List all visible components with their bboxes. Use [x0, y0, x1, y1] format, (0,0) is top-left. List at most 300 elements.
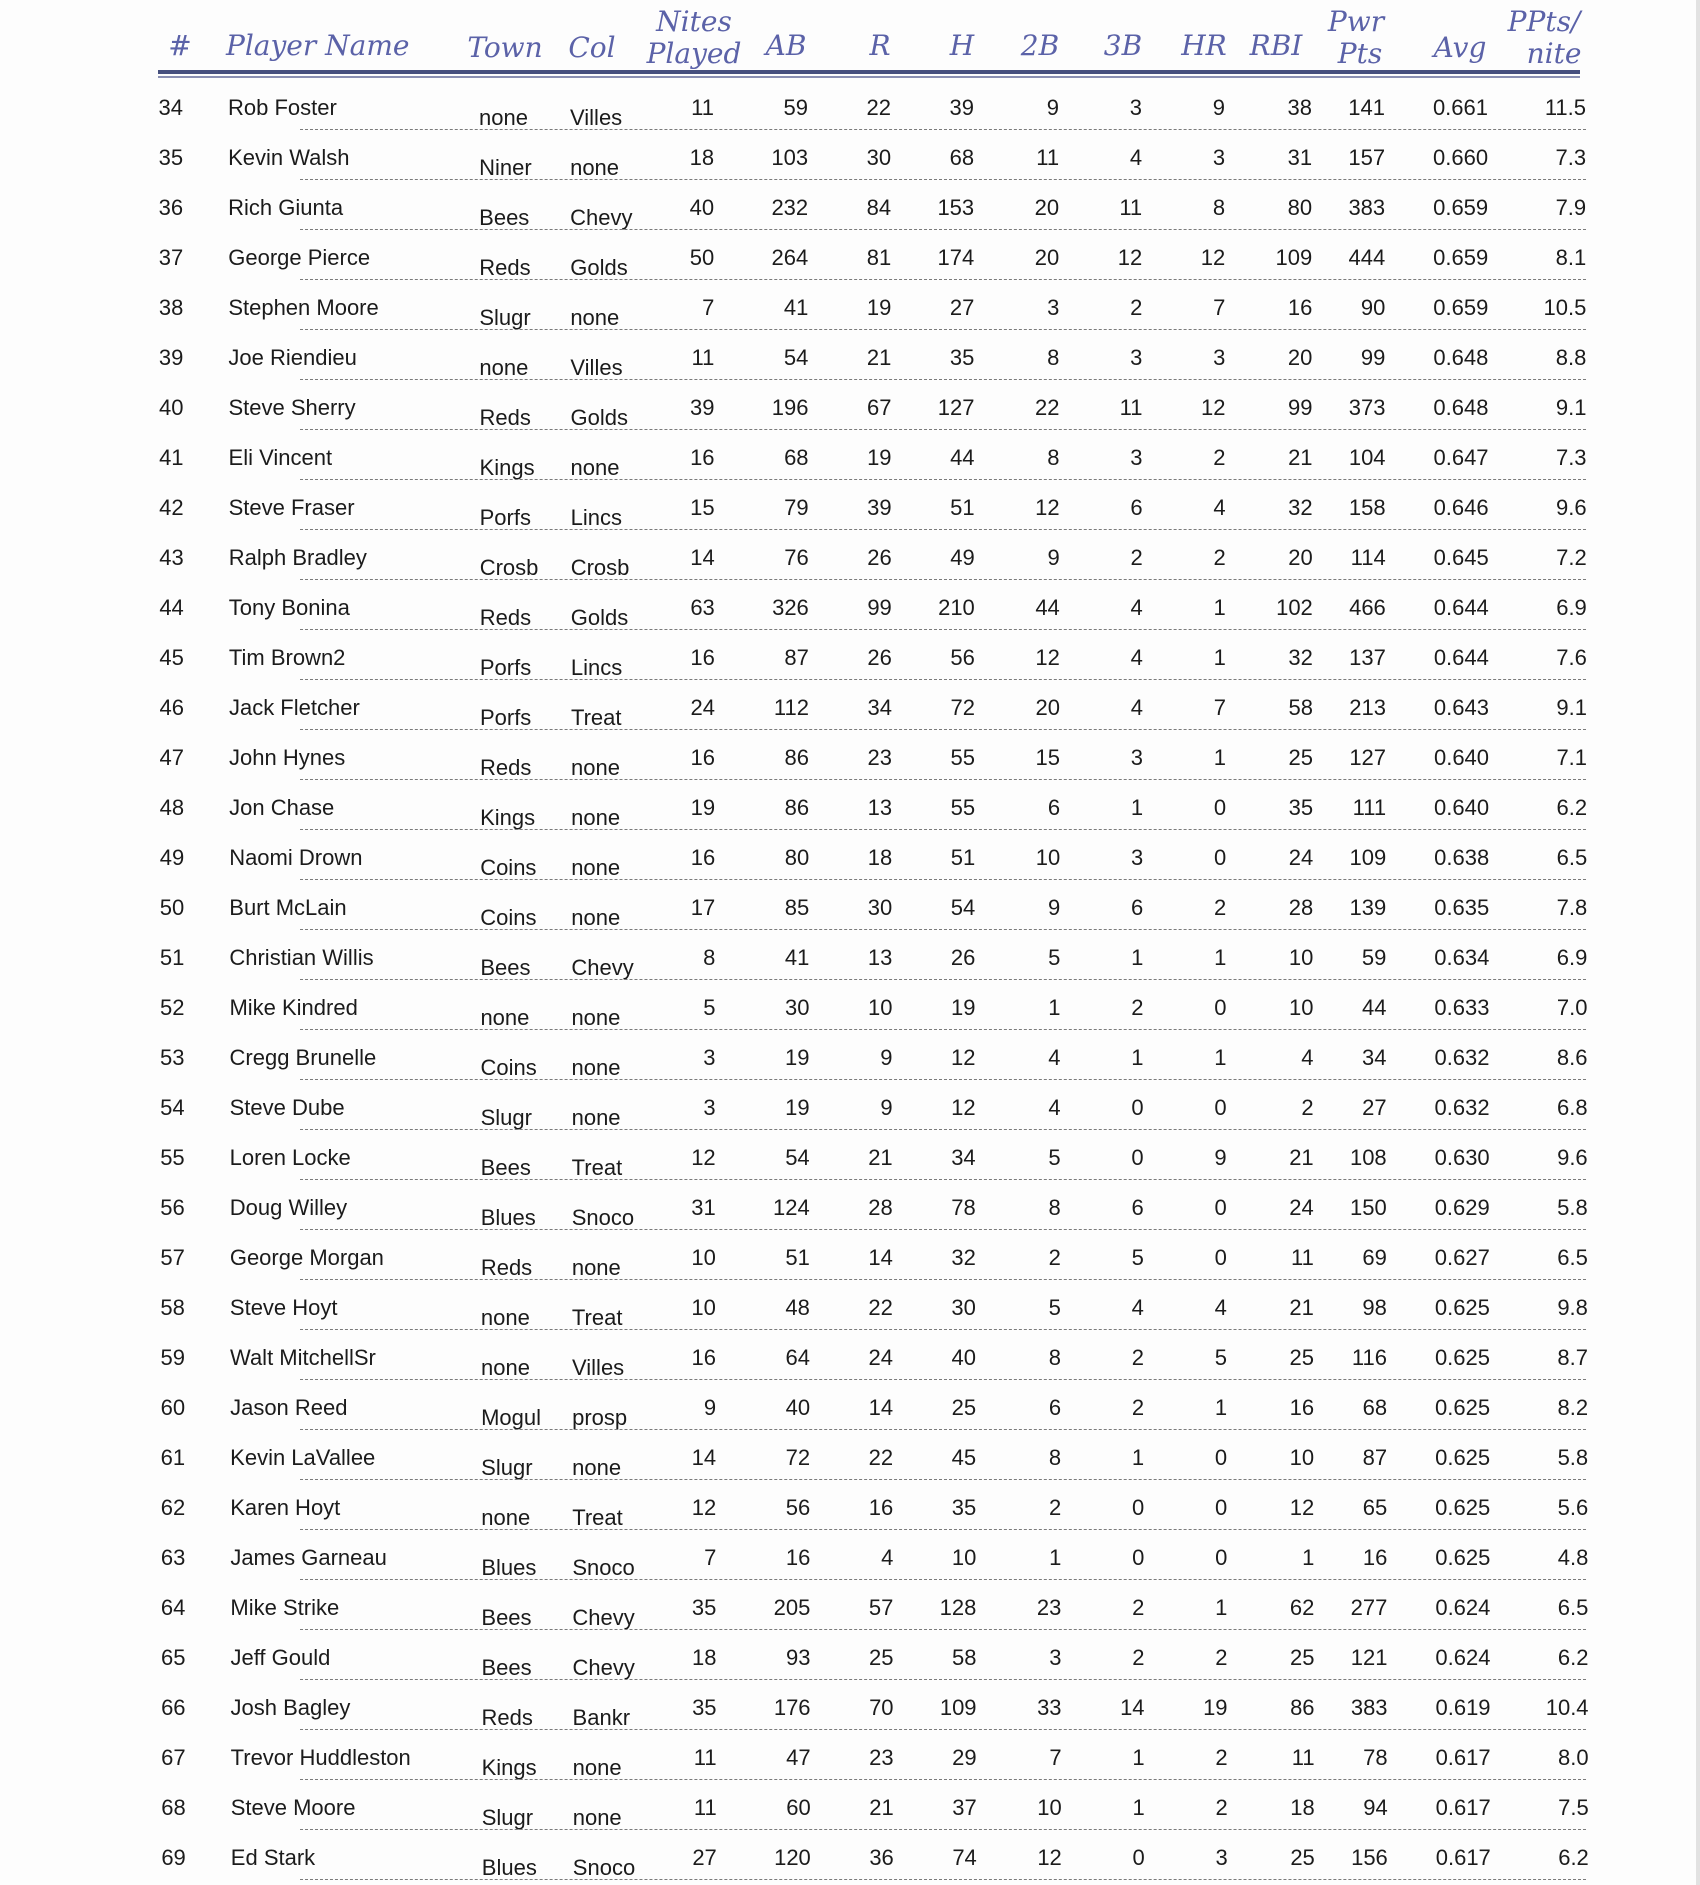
cell-nites-played: 18 [689, 145, 715, 170]
cell-ab: 87 [784, 645, 809, 670]
cell-nites-played: 35 [692, 1695, 717, 1720]
cell-3b: 4 [1129, 145, 1143, 170]
cell-player-name: Ralph Bradley [228, 545, 367, 570]
table-row [0, 630, 1700, 680]
cell-town: none [479, 355, 529, 380]
cell-nites-played: 5 [703, 995, 716, 1020]
cell-player-name: James Garneau [230, 1545, 387, 1570]
cell-2b: 9 [1046, 95, 1059, 120]
cell-hr: 1 [1213, 645, 1226, 670]
cell-3b: 1 [1131, 1445, 1145, 1470]
cell-avg: 0.624 [1435, 1595, 1491, 1620]
cell-2b: 4 [1048, 1095, 1061, 1120]
cell-nites-played: 35 [691, 1595, 717, 1620]
cell-num: 68 [161, 1795, 186, 1820]
cell-player-name: George Morgan [229, 1245, 384, 1270]
cell-num: 67 [161, 1745, 186, 1770]
cell-ppts-nite: 7.8 [1556, 895, 1588, 920]
cell-player-name: Jason Reed [230, 1395, 348, 1420]
cell-pwr-pts: 78 [1363, 1745, 1388, 1770]
cell-2b: 6 [1048, 1395, 1062, 1420]
cell-nites-played: 3 [703, 1045, 716, 1070]
cell-hr: 2 [1215, 1745, 1228, 1770]
cell-col: Treat [571, 1305, 623, 1330]
cell-rbi: 102 [1276, 595, 1313, 620]
cell-town: Bees [480, 955, 531, 980]
cell-player-name: Walt MitchellSr [230, 1345, 376, 1370]
cell-3b: 1 [1131, 1045, 1144, 1070]
cell-avg: 0.645 [1433, 545, 1489, 570]
cell-avg: 0.625 [1435, 1545, 1491, 1570]
cell-num: 56 [160, 1195, 185, 1220]
table-row [0, 1330, 1700, 1380]
cell-r: 24 [868, 1345, 893, 1370]
cell-player-name: George Pierce [228, 245, 371, 270]
cell-ppts-nite: 7.2 [1556, 545, 1587, 570]
cell-col: none [571, 1055, 621, 1080]
cell-3b: 2 [1130, 545, 1143, 570]
header-ab: AB [765, 29, 807, 62]
cell-r: 10 [867, 995, 893, 1020]
cell-ppts-nite: 9.6 [1557, 1145, 1588, 1170]
cell-hr: 0 [1213, 845, 1227, 870]
cell-num: 34 [158, 95, 183, 120]
cell-town: Blues [481, 1555, 537, 1580]
cell-h: 54 [950, 895, 976, 920]
cell-town: Reds [481, 1705, 533, 1730]
cell-player-name: Josh Bagley [230, 1695, 351, 1720]
cell-town: Bees [481, 1655, 532, 1680]
cell-col: Lincs [570, 505, 622, 530]
cell-ppts-nite: 8.6 [1556, 1045, 1588, 1070]
cell-town: Slugr [480, 1105, 532, 1130]
cell-h: 26 [950, 945, 976, 970]
cell-player-name: Steve Fraser [228, 495, 355, 520]
cell-avg: 0.640 [1433, 745, 1490, 770]
cell-num: 60 [160, 1395, 186, 1420]
cell-town: Niner [479, 155, 532, 180]
cell-hr: 0 [1214, 1495, 1228, 1520]
cell-3b: 6 [1130, 495, 1143, 520]
cell-ab: 93 [785, 1645, 811, 1670]
cell-h: 174 [937, 245, 975, 270]
cell-ppts-nite: 8.1 [1555, 245, 1587, 270]
header-player-name: Player Name [226, 29, 410, 62]
cell-num: 51 [159, 945, 185, 970]
cell-nites-played: 11 [693, 1795, 717, 1820]
cell-ab: 19 [785, 1045, 810, 1070]
cell-hr: 1 [1214, 1395, 1228, 1420]
cell-r: 22 [868, 1445, 894, 1470]
table-row [0, 1630, 1700, 1680]
cell-ab: 56 [785, 1495, 811, 1520]
cell-h: 30 [951, 1295, 976, 1320]
cell-ppts-nite: 7.5 [1558, 1795, 1589, 1820]
cell-avg: 0.660 [1433, 145, 1489, 170]
cell-player-name: Steve Hoyt [229, 1295, 338, 1320]
cell-h: 153 [937, 195, 975, 220]
table-row [0, 680, 1700, 730]
header-col: Col [568, 31, 616, 64]
cell-num: 61 [160, 1445, 186, 1470]
cell-ab: 30 [784, 995, 810, 1020]
cell-3b: 2 [1131, 1395, 1145, 1420]
cell-3b: 0 [1132, 1845, 1145, 1870]
cell-rbi: 20 [1287, 345, 1313, 370]
cell-town: none [481, 1355, 530, 1380]
cell-pwr-pts: 373 [1348, 395, 1386, 420]
cell-player-name: Tim Brown2 [228, 645, 346, 670]
cell-num: 59 [160, 1345, 185, 1370]
table-row [0, 1080, 1700, 1130]
cell-h: 39 [949, 95, 974, 120]
cell-2b: 8 [1047, 445, 1060, 470]
cell-rbi: 12 [1289, 1495, 1315, 1520]
cell-r: 25 [868, 1645, 894, 1670]
cell-player-name: Cregg Brunelle [229, 1045, 377, 1070]
cell-rbi: 80 [1287, 195, 1313, 220]
cell-rbi: 16 [1287, 295, 1313, 320]
cell-col: none [572, 1805, 622, 1830]
cell-avg: 0.625 [1435, 1445, 1491, 1470]
cell-r: 19 [866, 295, 892, 320]
cell-2b: 8 [1048, 1195, 1061, 1220]
cell-town: Coins [480, 1055, 537, 1080]
cell-2b: 5 [1048, 1145, 1061, 1170]
cell-pwr-pts: 383 [1350, 1695, 1388, 1720]
table-row [0, 730, 1700, 780]
cell-r: 21 [869, 1795, 894, 1820]
cell-3b: 2 [1132, 1595, 1145, 1620]
cell-avg: 0.634 [1434, 945, 1490, 970]
cell-col: Crosb [570, 555, 630, 580]
cell-h: 12 [951, 1045, 976, 1070]
cell-col: Chevy [572, 1605, 635, 1630]
cell-avg: 0.644 [1433, 645, 1489, 670]
table-row [0, 830, 1700, 880]
cell-h: 44 [950, 445, 975, 470]
cell-r: 84 [866, 195, 892, 220]
cell-nites-played: 16 [690, 745, 716, 770]
cell-ab: 205 [773, 1595, 811, 1620]
cell-col: Treat [571, 1155, 623, 1180]
cell-player-name: Steve Dube [229, 1095, 345, 1120]
table-row [0, 430, 1700, 480]
cell-ppts-nite: 7.1 [1556, 745, 1588, 770]
cell-hr: 1 [1215, 1595, 1228, 1620]
cell-town: Kings [480, 805, 536, 830]
cell-col: none [571, 805, 621, 830]
table-row [0, 780, 1700, 830]
cell-2b: 8 [1047, 345, 1060, 370]
cell-avg: 0.624 [1435, 1645, 1491, 1670]
cell-3b: 4 [1131, 1295, 1144, 1320]
cell-nites-played: 8 [703, 945, 716, 970]
cell-2b: 11 [1036, 145, 1060, 170]
cell-hr: 0 [1214, 1195, 1227, 1220]
cell-3b: 3 [1130, 445, 1143, 470]
cell-pwr-pts: 44 [1361, 995, 1387, 1020]
cell-r: 4 [881, 1545, 894, 1570]
cell-avg: 0.644 [1433, 595, 1489, 620]
cell-player-name: Mike Kindred [229, 995, 358, 1020]
cell-3b: 1 [1130, 795, 1144, 820]
cell-pwr-pts: 141 [1348, 95, 1385, 120]
table-row [0, 1380, 1700, 1430]
cell-hr: 0 [1214, 1445, 1228, 1470]
cell-player-name: Loren Locke [229, 1145, 351, 1170]
cell-player-name: Eli Vincent [228, 445, 333, 470]
cell-ab: 59 [783, 95, 808, 120]
cell-town: Reds [479, 605, 532, 630]
cell-h: 68 [949, 145, 975, 170]
cell-pwr-pts: 383 [1348, 195, 1386, 220]
cell-num: 45 [159, 645, 184, 670]
cell-nites-played: 24 [690, 695, 715, 720]
cell-ab: 124 [773, 1195, 810, 1220]
cell-hr: 7 [1213, 695, 1226, 720]
cell-3b: 3 [1130, 745, 1144, 770]
cell-3b: 5 [1131, 1245, 1144, 1270]
table-row [0, 1680, 1700, 1730]
cell-num: 39 [158, 345, 184, 370]
table-row [0, 380, 1700, 430]
cell-rbi: 32 [1288, 645, 1313, 670]
cell-hr: 0 [1213, 795, 1227, 820]
cell-2b: 8 [1048, 1345, 1061, 1370]
cell-avg: 0.619 [1435, 1695, 1491, 1720]
cell-col: none [570, 455, 620, 480]
cell-rbi: 86 [1290, 1695, 1315, 1720]
cell-r: 18 [867, 845, 893, 870]
cell-rbi: 99 [1287, 395, 1313, 420]
cell-pwr-pts: 104 [1348, 445, 1386, 470]
cell-ppts-nite: 8.2 [1557, 1395, 1589, 1420]
cell-3b: 1 [1132, 1795, 1145, 1820]
cell-2b: 1 [1049, 1545, 1062, 1570]
cell-r: 81 [866, 245, 892, 270]
cell-col: Treat [570, 705, 622, 730]
cell-town: Mogul [481, 1405, 541, 1430]
cell-2b: 9 [1047, 545, 1060, 570]
cell-rbi: 28 [1288, 895, 1314, 920]
cell-nites-played: 31 [691, 1195, 716, 1220]
cell-pwr-pts: 108 [1349, 1145, 1387, 1170]
cell-ab: 85 [784, 895, 810, 920]
header-ppts-line2: nite [1526, 37, 1582, 70]
cell-num: 36 [158, 195, 184, 220]
cell-col: Snoco [572, 1855, 636, 1880]
cell-col: Snoco [572, 1555, 635, 1580]
cell-num: 49 [159, 845, 185, 870]
cell-2b: 1 [1048, 995, 1061, 1020]
cell-avg: 0.648 [1433, 395, 1489, 420]
cell-h: 49 [950, 545, 975, 570]
cell-2b: 20 [1034, 195, 1060, 220]
cell-h: 19 [950, 995, 976, 1020]
cell-ab: 264 [771, 245, 809, 270]
cell-3b: 2 [1130, 295, 1143, 320]
cell-num: 47 [159, 745, 185, 770]
cell-rbi: 11 [1290, 1245, 1314, 1270]
cell-nites-played: 39 [689, 395, 715, 420]
cell-r: 14 [868, 1245, 893, 1270]
cell-ab: 176 [773, 1695, 811, 1720]
cell-col: none [571, 755, 620, 780]
cell-r: 16 [868, 1495, 894, 1520]
cell-2b: 3 [1047, 295, 1060, 320]
cell-r: 34 [867, 695, 892, 720]
cell-num: 50 [159, 895, 185, 920]
cell-h: 27 [949, 295, 975, 320]
cell-col: none [570, 155, 620, 180]
cell-3b: 1 [1131, 945, 1144, 970]
cell-ppts-nite: 4.8 [1557, 1545, 1589, 1570]
cell-3b: 4 [1130, 595, 1143, 620]
cell-avg: 0.640 [1434, 795, 1490, 820]
cell-col: prosp [572, 1405, 628, 1430]
table-row [0, 1280, 1700, 1330]
cell-col: none [571, 905, 621, 930]
cell-ppts-nite: 5.6 [1557, 1495, 1589, 1520]
cell-player-name: Rob Foster [228, 95, 337, 120]
cell-3b: 2 [1132, 1645, 1145, 1670]
header-r: R [869, 29, 891, 62]
cell-avg: 0.625 [1435, 1495, 1491, 1520]
cell-pwr-pts: 137 [1349, 645, 1386, 670]
cell-pwr-pts: 150 [1350, 1195, 1387, 1220]
cell-pwr-pts: 99 [1360, 345, 1386, 370]
cell-2b: 5 [1048, 945, 1061, 970]
cell-col: none [572, 1755, 622, 1780]
cell-avg: 0.646 [1433, 495, 1489, 520]
cell-col: Golds [570, 405, 628, 430]
cell-r: 9 [880, 1095, 893, 1120]
cell-hr: 2 [1214, 895, 1227, 920]
cell-ab: 72 [785, 1445, 811, 1470]
cell-col: Lincs [570, 655, 623, 680]
cell-hr: 3 [1212, 145, 1226, 170]
cell-player-name: Burt McLain [229, 895, 347, 920]
cell-col: Golds [570, 255, 628, 280]
cell-col: none [571, 1105, 621, 1130]
cell-ppts-nite: 6.8 [1557, 1095, 1588, 1120]
cell-ppts-nite: 5.8 [1557, 1445, 1589, 1470]
cell-pwr-pts: 277 [1350, 1595, 1388, 1620]
cell-h: 10 [951, 1545, 977, 1570]
cell-pwr-pts: 139 [1349, 895, 1387, 920]
cell-2b: 9 [1048, 895, 1061, 920]
cell-r: 99 [867, 595, 892, 620]
cell-ab: 196 [771, 395, 809, 420]
cell-player-name: Kevin Walsh [228, 145, 350, 170]
header-rule [158, 70, 1580, 74]
cell-rbi: 24 [1289, 1195, 1314, 1220]
cell-town: Coins [480, 905, 537, 930]
cell-avg: 0.648 [1433, 345, 1489, 370]
cell-col: none [571, 1255, 621, 1280]
cell-town: none [480, 1005, 530, 1030]
cell-player-name: Mike Strike [230, 1595, 340, 1620]
cell-r: 21 [868, 1145, 893, 1170]
header-rule-thin [158, 76, 1580, 78]
cell-h: 37 [952, 1795, 977, 1820]
table-row [0, 130, 1700, 180]
header-2b: 2B [1020, 29, 1060, 62]
cell-hr: 8 [1212, 195, 1226, 220]
cell-ab: 48 [785, 1295, 810, 1320]
table-row [0, 1530, 1700, 1580]
cell-town: none [480, 1305, 530, 1330]
cell-nites-played: 11 [691, 345, 715, 370]
cell-hr: 4 [1213, 495, 1226, 520]
cell-hr: 0 [1215, 1545, 1228, 1570]
cell-hr: 19 [1203, 1695, 1228, 1720]
cell-h: 127 [937, 395, 975, 420]
cell-2b: 10 [1037, 1795, 1062, 1820]
cell-avg: 0.643 [1433, 695, 1489, 720]
cell-pwr-pts: 444 [1348, 245, 1386, 270]
cell-col: Chevy [571, 955, 634, 980]
cell-r: 13 [867, 945, 893, 970]
row-divider [300, 1879, 1586, 1880]
cell-nites-played: 7 [702, 295, 715, 320]
cell-num: 43 [159, 545, 184, 570]
cell-ppts-nite: 6.5 [1557, 1245, 1588, 1270]
cell-ppts-nite: 10.5 [1543, 295, 1587, 320]
cell-2b: 15 [1035, 745, 1061, 770]
cell-2b: 12 [1037, 1845, 1062, 1870]
header-3b: 3B [1103, 29, 1143, 62]
cell-h: 55 [950, 745, 976, 770]
table-row [0, 1130, 1700, 1180]
cell-ppts-nite: 10.4 [1545, 1695, 1589, 1720]
cell-h: 109 [939, 1695, 977, 1720]
cell-avg: 0.627 [1434, 1245, 1490, 1270]
cell-3b: 12 [1117, 245, 1143, 270]
cell-town: Coins [480, 855, 537, 880]
cell-2b: 22 [1034, 395, 1060, 420]
cell-2b: 7 [1049, 1745, 1062, 1770]
cell-rbi: 25 [1289, 1345, 1314, 1370]
cell-avg: 0.632 [1434, 1095, 1490, 1120]
cell-hr: 1 [1214, 945, 1227, 970]
cell-pwr-pts: 114 [1350, 545, 1386, 570]
cell-player-name: Steve Sherry [228, 395, 356, 420]
cell-rbi: 10 [1288, 995, 1314, 1020]
cell-town: Bees [480, 1155, 531, 1180]
cell-col: Treat [572, 1505, 623, 1530]
table-row [0, 980, 1700, 1030]
header-nites-line2: Played [646, 37, 742, 70]
cell-col: Chevy [570, 205, 633, 230]
table-row [0, 1580, 1700, 1630]
cell-hr: 12 [1200, 245, 1226, 270]
cell-r: 30 [866, 145, 892, 170]
cell-player-name: Steve Moore [230, 1795, 356, 1820]
cell-ab: 60 [786, 1795, 811, 1820]
cell-2b: 2 [1048, 1495, 1062, 1520]
cell-avg: 0.659 [1433, 245, 1489, 270]
cell-nites-played: 16 [691, 1345, 716, 1370]
cell-num: 54 [160, 1095, 185, 1120]
cell-town: Slugr [481, 1455, 533, 1480]
cell-h: 74 [952, 1845, 977, 1870]
cell-ppts-nite: 6.2 [1557, 1645, 1589, 1670]
cell-ab: 54 [783, 345, 809, 370]
cell-pwr-pts: 27 [1362, 1095, 1387, 1120]
cell-pwr-pts: 16 [1362, 1545, 1388, 1570]
